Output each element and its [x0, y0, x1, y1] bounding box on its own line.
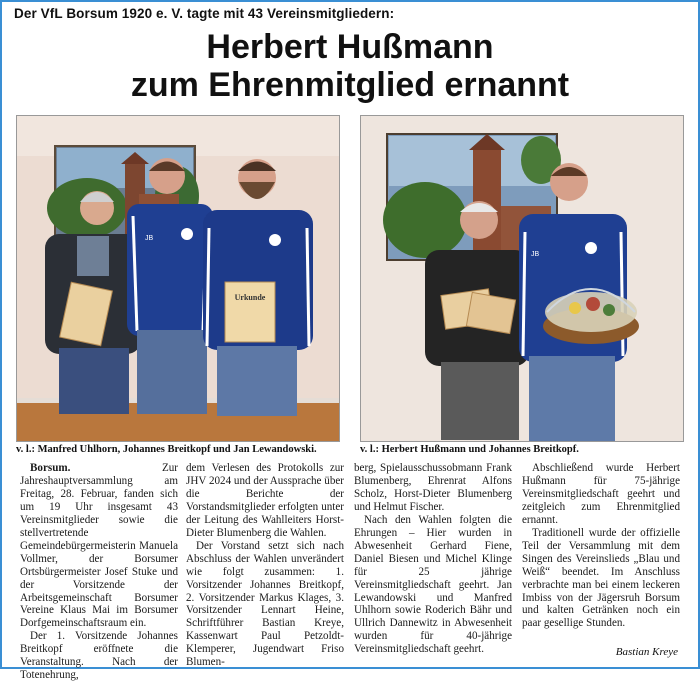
text-column-4 [522, 462, 680, 630]
dateline: Borsum. [30, 462, 71, 474]
paragraph: Der Vorstand setzt sich nach Abschluss der Wahlen unverändert wie folgt zusammen: 1. Vorsitzender Johannes Breitkopf, 2. Vorsitzender Markus Klages, 3. Vorsitzender Lennart Heine, Schriftführer Bastian Kreye, Kassenwart Paul Petzoldt-Klemperer, Jugendwart Friso Blumen- [186, 539, 344, 669]
certificate-label: Urkunde [234, 293, 266, 302]
text-column-2 [186, 462, 344, 669]
certificate-right [225, 282, 275, 342]
text-column-1 [20, 462, 178, 682]
photo-right-caption: v. l.: Herbert Hußmann und Johannes Breitkopf. [360, 444, 579, 455]
paragraph: berg, Spielausschussobmann Frank Blumenberg, Ehrenrat Alfons Scholz, Horst-Dieter Blumenberg und Helmut Fischer. [354, 462, 512, 513]
paragraph: Abschließend wurde Herbert Hußmann für 75-jährige Vereinsmitgliedschaft geehrt und zeitgleich zum Ehrenmitglied ernannt. [522, 462, 680, 526]
shirt-initials: JB [531, 251, 540, 258]
headline-line-2: zum Ehrenmitglied ernannt [130, 66, 570, 104]
photo-right [360, 115, 684, 442]
shirt-initials: JB [145, 235, 154, 242]
vfl-club-crest-icon [585, 242, 597, 254]
paragraph: Nach den Wahlen folgten die Ehrungen – Hier wurden in Abwesenheit Gerhard Fiene, Daniel Biesen und Michel Klinge für 25 jährige Vereinsmitgliedschaft geehrt. Jan Lewandowski und Manfred Uhlhorn sowie Roderich Bähr und Ullrich Dannewitz in Abwesenheit wurden für 40-jährige Vereinsmitgliedschaft geehrt. [354, 513, 512, 656]
paragraph: Traditionell wurde der offizielle Teil der Versammlung mit dem Singen des Vereinslieds „Blau und Weiß“ beendet. Im Anschluss verbrachte man bei einem leckeren Imbiss von der Jägersruh Borsum und kalten Getränken noch ein paar gesellige Stunden. [522, 526, 680, 630]
headline-line-1: Herbert Hußmann [206, 28, 494, 66]
text-column-3 [354, 462, 512, 656]
photo-left-caption: v. l.: Manfred Uhlhorn, Johannes Breitkopf und Jan Lewandowski. [16, 444, 317, 455]
article-kicker: Der VfL Borsum 1920 e. V. tagte mit 43 Vereinsmitgliedern: [14, 6, 395, 21]
paragraph: dem Verlesen des Protokolls zur JHV 2024 und der Aussprache über die Berichte der Vorstandsmitglieder erfolgten unter der Leitung des Wahlleiters Horst-Dieter Blumenberg die Wahlen. [186, 462, 344, 539]
photo-left [16, 115, 340, 442]
paragraph: Der 1. Vorsitzende Johannes Breitkopf eröffnete die Veranstaltung. Nach der Totenehrung, [20, 630, 178, 682]
article-author: Bastian Kreye [615, 646, 678, 658]
paragraph: Borsum. Zur Jahreshauptversammlung am Freitag, 28. Februar, fanden sich um 19 Uhr insgesamt 43 Vereinsmitglieder sowie die stellvertretende Gemeindebürgermeisterin Manuela Vollmer, der Borsumer Ortsbürgermeister Josef Stuke und der Vorsitzende der Arbeitsgemeinschaft Borsumer Vereine Klaus Mai im Borsumer Dorfgemeinschaftsraum ein. [20, 462, 178, 630]
